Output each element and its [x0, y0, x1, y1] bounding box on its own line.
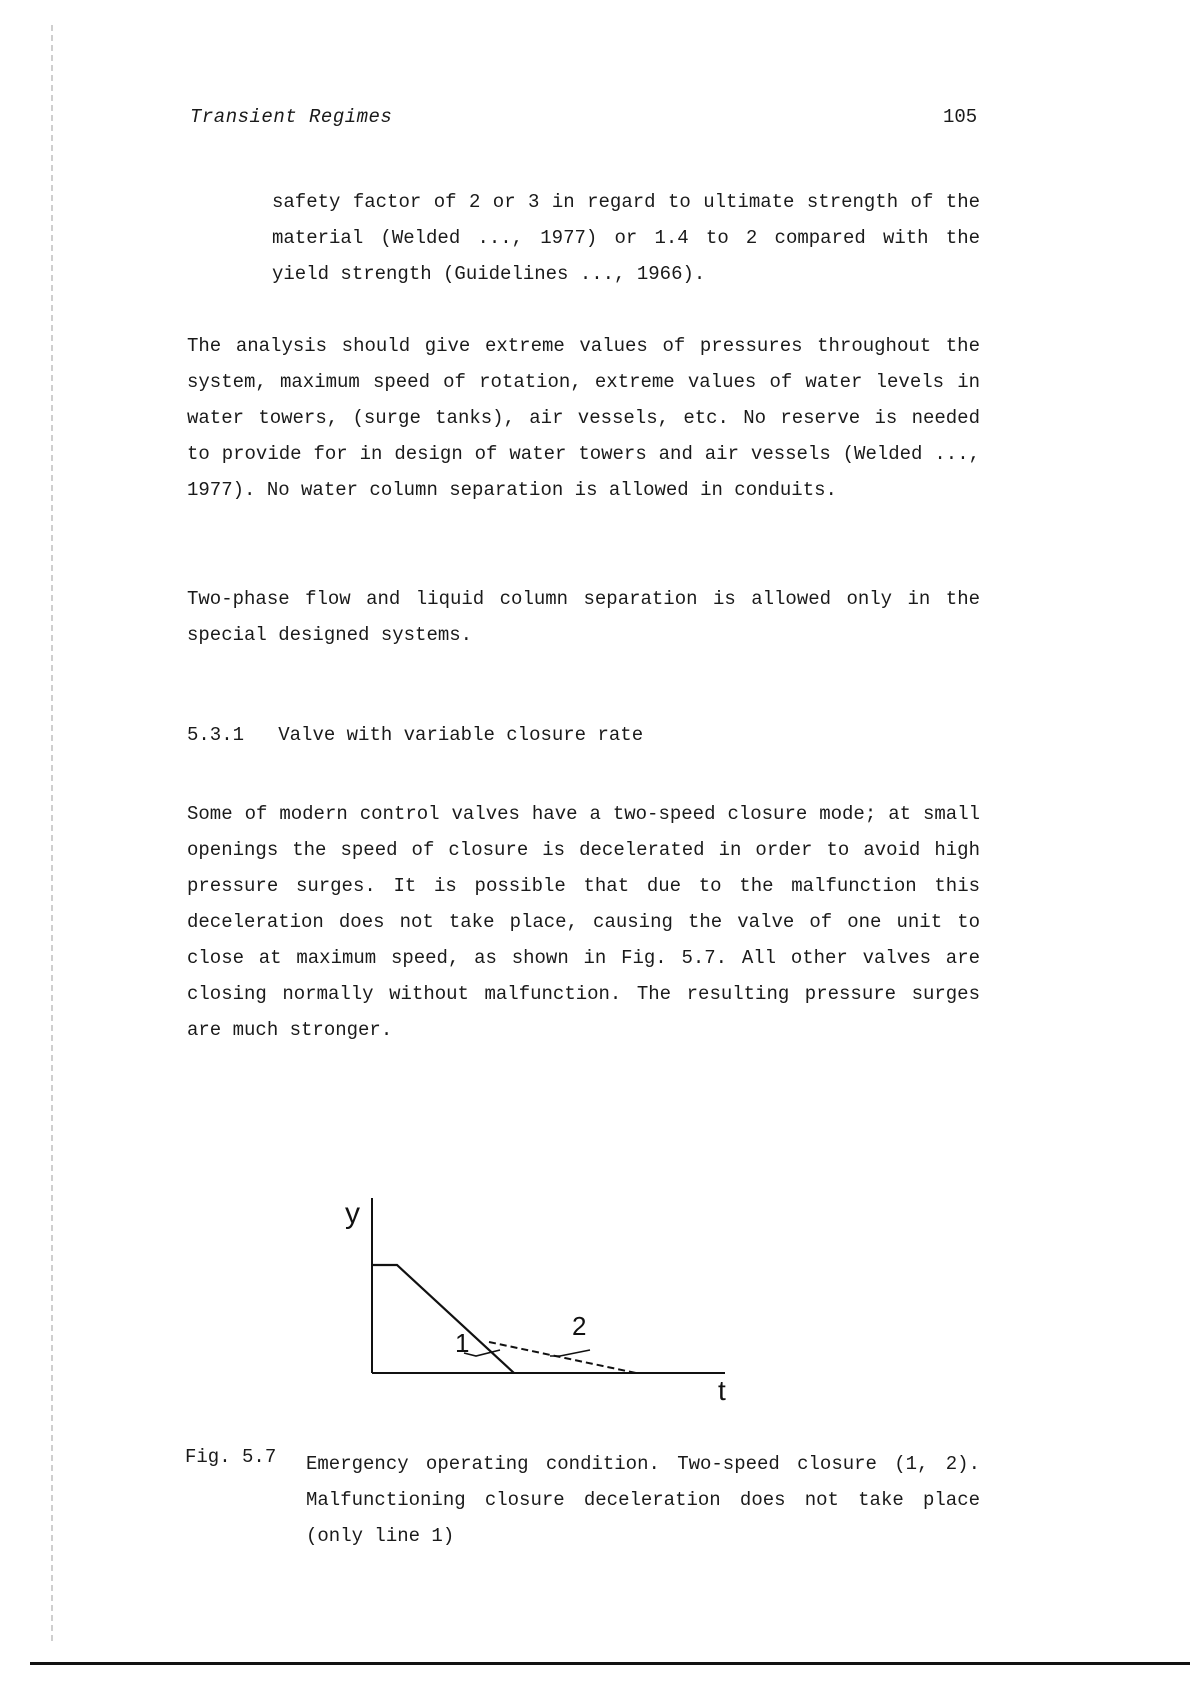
line-1-label: 1	[455, 1328, 470, 1358]
paragraph-valves: Some of modern control valves have a two-speed closure mode; at small openings the speed of closure is decelerated in order to avoid high pressure surges. It is possible that due to the malfunction this deceleration does not take place, causing the valve of one unit to close at maximum speed, as shown in Fig. 5.7. All other valves are closing normally without malfunction. The resulting pressure surges are much stronger.	[187, 803, 980, 1041]
closure-line-2	[489, 1342, 636, 1373]
y-axis-label: y	[345, 1197, 360, 1230]
closure-diagram	[340, 1170, 760, 1410]
closure-line-1	[372, 1265, 514, 1373]
bottom-rule	[30, 1662, 1190, 1665]
figure-5-7	[340, 1170, 760, 1410]
running-header-title: Transient Regimes	[190, 106, 393, 128]
page-number: 105	[943, 106, 978, 128]
x-axis-label: t	[718, 1375, 726, 1406]
figure-caption-text: Emergency operating condition. Two-speed closure (1, 2). Malfunctioning closure deceleration does not take place (only line 1)	[306, 1453, 980, 1547]
section-heading	[187, 724, 643, 746]
figure-caption-label: Fig. 5.7	[185, 1446, 277, 1468]
indented-paragraph: safety factor of 2 or 3 in regard to ultimate strength of the material (Welded ..., 1977) or 1.4 to 2 compared with the yield strength (Guidelines ..., 1966).	[272, 191, 980, 285]
line-2-label: 2	[572, 1311, 587, 1341]
section-number: 5.3.1	[187, 724, 245, 746]
label-2-leader	[550, 1350, 590, 1356]
section-title: Valve with variable closure rate	[278, 724, 644, 746]
paragraph-analysis: The analysis should give extreme values of pressures throughout the system, maximum speed of rotation, extreme values of water levels in water towers, (surge tanks), air vessels, etc. No reserve is needed to provide for in design of water towers and air vessels (Welded ..., 1977). No water column separation is allowed in conduits.	[187, 335, 980, 501]
paragraph-two-phase: Two-phase flow and liquid column separation is allowed only in the special designed systems.	[187, 588, 980, 646]
left-margin-rule	[51, 25, 53, 1645]
